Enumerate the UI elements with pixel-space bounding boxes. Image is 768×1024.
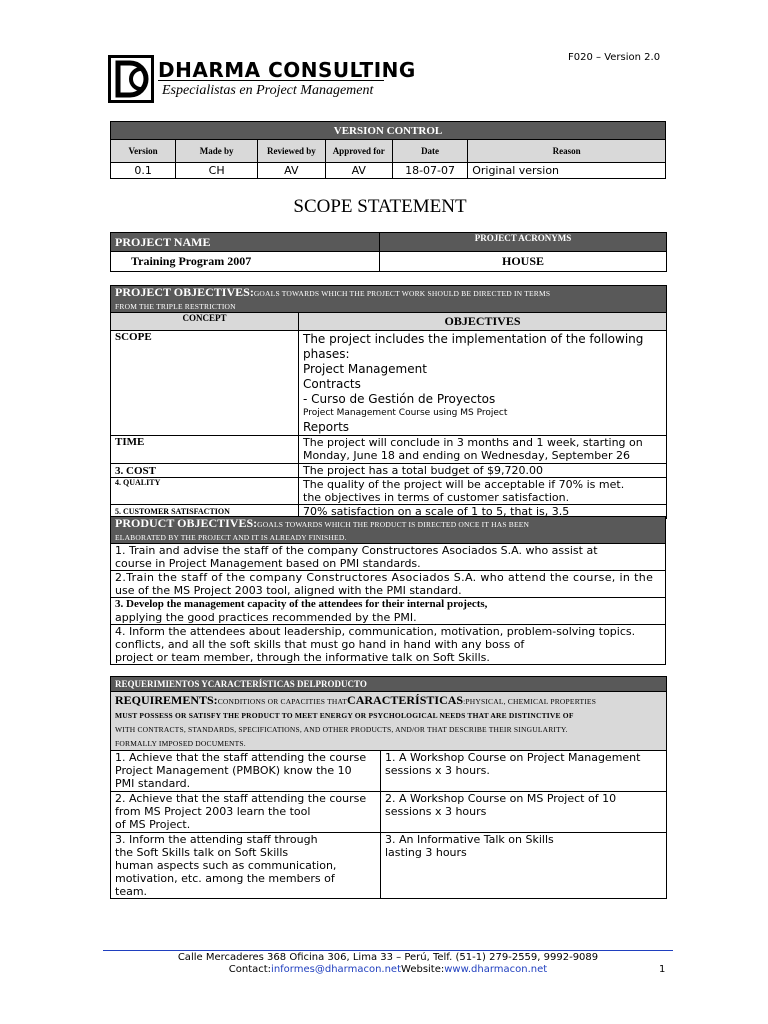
project-acronym-value: HOUSE	[380, 252, 667, 272]
footer-address: Calle Mercaderes 368 Oficina 306, Lima 33 – Perú, Telf. (51-1) 279-2559, 9992-9089	[177, 952, 599, 963]
scope-small-line: Project Management Course using MS Project	[303, 408, 508, 418]
vc-header-made-by: Made by	[176, 140, 258, 163]
requirement-line: PMI standard.	[115, 777, 191, 790]
scope-line: Reports	[303, 420, 350, 434]
product-objective-2-line: 2.Train the staff of the company Constructores Asociados S.A. who attend the course, in the	[115, 571, 654, 584]
vc-header-reviewed-by: Reviewed by	[258, 140, 325, 163]
characteristic-line: sessions x 3 hours.	[385, 764, 490, 777]
requirement-line: motivation, etc. among the members of	[115, 872, 335, 885]
customer-satisfaction-label: 5. CUSTOMER SATISFACTION	[111, 505, 299, 519]
scope-line: Contracts	[303, 377, 361, 391]
requirement-line: 1. Achieve that the staff attending the course	[115, 751, 367, 764]
characteristic-line: 1. A Workshop Course on Project Management	[385, 751, 641, 764]
customer-satisfaction-text: 70% satisfaction on a scale of 1 to 5, that is, 3.5	[299, 505, 667, 519]
project-acronyms-label: PROJECT ACRONYMS	[380, 233, 667, 252]
scope-line: Project Management	[303, 362, 427, 376]
footer-divider	[103, 950, 673, 951]
requirements-title: REQUIREMENTS:	[115, 693, 218, 707]
vc-header-reason: Reason	[468, 140, 666, 163]
product-objective-4-line: conflicts, and all the soft skills that must go hand in hand with any boss of	[115, 638, 525, 651]
logo-divider	[158, 80, 384, 81]
requirement-line: 2. Achieve that the staff attending the course	[115, 792, 367, 805]
characteristics-subtitle: :PHYSICAL, CHEMICAL PROPERTIES	[463, 697, 597, 706]
quality-line: The quality of the project will be acceptable if 70% is met.	[303, 478, 625, 491]
page-number: 1	[659, 964, 666, 975]
col-objectives: OBJECTIVES	[299, 313, 667, 331]
requirements-description: MUST POSSESS OR SATISFY THE PRODUCT TO MEET ENERGY OR PSYCHOLOGICAL NEEDS THAT ARE DISTINCTIVE OF	[115, 711, 574, 720]
product-objective-4-line: project or team member, through the informative talk on Soft Skills.	[115, 651, 490, 664]
cost-text: The project has a total budget of $9,720.00	[299, 464, 667, 478]
requirement-line: team.	[115, 885, 148, 898]
vc-header-approved-for: Approved for	[325, 140, 392, 163]
product-objective-3-line: 3. Develop the management capacity of the attendees for their internal projects,	[115, 598, 488, 610]
product-objective-1-line: 1. Train and advise the staff of the company Constructores Asociados S.A. who assist at	[115, 544, 598, 557]
product-objectives-title: PRODUCT OBJECTIVES:	[115, 516, 258, 530]
requirements-description: FORMALLY IMPOSED DOCUMENTS.	[115, 739, 246, 748]
vc-approved-for: AV	[325, 163, 392, 179]
dc-logo-icon	[108, 55, 154, 103]
footer-contact-label: Contact:	[228, 964, 272, 975]
requirement-line: 3. Inform the attending staff through	[115, 833, 318, 846]
characteristic-line: sessions x 3 hours	[385, 805, 487, 818]
footer-website-link[interactable]: www.dharmacon.net	[444, 964, 548, 975]
version-control-table	[110, 121, 666, 179]
requirements-description: WITH CONTRACTS, STANDARDS, SPECIFICATIONS, AND OTHER PRODUCTS, AND/OR THAT DESCRIBE THEIR SINGULARITY.	[115, 725, 568, 734]
scope-line: - Curso de Gestión de Proyectos	[303, 392, 496, 406]
project-objectives-table	[110, 285, 667, 519]
scope-line: The project includes the implementation of the following	[303, 332, 644, 346]
company-tagline: Especialistas en Project Management	[162, 83, 374, 98]
project-name-label: PROJECT NAME	[111, 233, 380, 252]
time-label: TIME	[111, 436, 299, 464]
scope-line: phases:	[303, 347, 350, 361]
requirements-header: REQUERIMIENTOS YCARACTERÍSTICAS DELPRODUCTO	[111, 677, 667, 692]
time-line: The project will conclude in 3 months and 1 week, starting on	[303, 436, 643, 449]
requirement-line: Project Management (PMBOK) know the 10	[115, 764, 352, 777]
quality-line: the objectives in terms of customer satisfaction.	[303, 491, 570, 504]
page-title: SCOPE STATEMENT	[293, 196, 467, 217]
product-objective-3-line: applying the good practices recommended by the PMI.	[115, 611, 417, 624]
vc-header-version: Version	[111, 140, 176, 163]
version-control-title: VERSION CONTROL	[111, 122, 666, 140]
requirements-table	[110, 676, 667, 899]
requirement-line: of MS Project.	[115, 818, 191, 831]
product-objectives-subtitle-1: GOALS TOWARDS WHICH THE PRODUCT IS DIRECTED ONCE IT HAS BEEN	[257, 520, 530, 529]
characteristic-line: lasting 3 hours	[385, 846, 467, 859]
project-name-value: Training Program 2007	[111, 252, 380, 272]
vc-date: 18-07-07	[392, 163, 467, 179]
document-code: F020 – Version 2.0	[568, 52, 661, 63]
quality-label: 4. QUALITY	[111, 478, 299, 505]
characteristic-line: 3. An Informative Talk on Skills	[385, 833, 554, 846]
vc-reviewed-by: AV	[258, 163, 325, 179]
vc-header-date: Date	[392, 140, 467, 163]
footer-contact	[103, 964, 673, 975]
vc-version: 0.1	[111, 163, 176, 179]
product-objectives-subtitle-2: ELABORATED BY THE PROJECT AND IT IS ALREADY FINISHED.	[115, 533, 347, 542]
col-concept: CONCEPT	[111, 313, 299, 331]
vc-reason: Original version	[468, 163, 666, 179]
requirement-line: the Soft Skills talk on Soft Skills	[115, 846, 289, 859]
project-objectives-subtitle-1: GOALS TOWARDS WHICH THE PROJECT WORK SHOULD BE DIRECTED IN TERMS	[253, 289, 551, 298]
product-objectives-table	[110, 516, 666, 665]
product-objective-2-line: use of the MS Project 2003 tool, aligned with the PMI standard.	[115, 584, 462, 597]
company-name: DHARMA CONSULTING	[158, 58, 416, 82]
characteristic-line: 2. A Workshop Course on MS Project of 10	[385, 792, 617, 805]
time-line: Monday, June 18 and ending on Wednesday, September 26	[303, 449, 630, 462]
project-objectives-subtitle-2: FROM THE TRIPLE RESTRICTION	[115, 302, 236, 311]
cost-label: 3. COST	[111, 464, 299, 478]
requirement-line: from MS Project 2003 learn the tool	[115, 805, 311, 818]
requirement-line: human aspects such as communication,	[115, 859, 337, 872]
characteristics-title: CARACTERÍSTICAS	[347, 693, 464, 707]
requirements-subtitle: CONDITIONS OR CAPACITIES THAT	[217, 697, 348, 706]
product-objective-1-line: course in Project Management based on PMI standards.	[115, 557, 421, 570]
vc-made-by: CH	[176, 163, 258, 179]
footer-email-link[interactable]: informes@dharmacon.net	[271, 964, 402, 975]
project-name-table	[110, 232, 667, 272]
footer-website-label: Website:	[401, 964, 445, 975]
project-objectives-title: PROJECT OBJECTIVES:	[115, 285, 254, 299]
product-objective-4-line: 4. Inform the attendees about leadership, communication, motivation, problem-solving topics.	[115, 625, 636, 638]
scope-label: SCOPE	[111, 331, 299, 436]
